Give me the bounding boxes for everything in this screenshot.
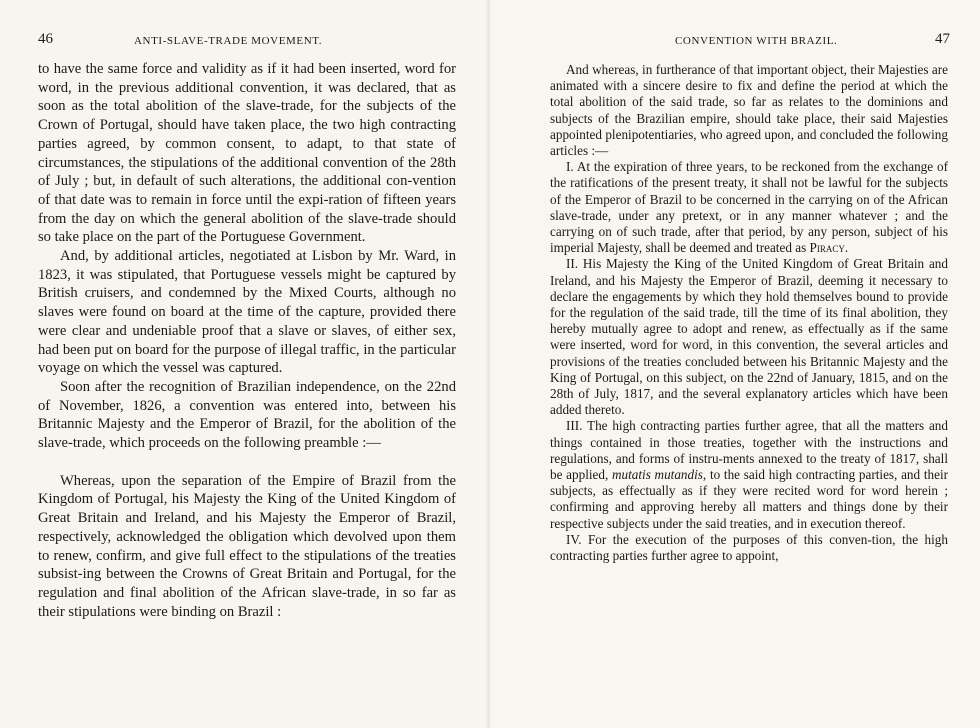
article-3 xyxy=(550,418,948,531)
left-paragraph-1: to have the same force and validity as if it had been inserted, word for word, in the previous additional convention, it was declared, that as soon as the total abolition of the slave-trade, for the subjects of the Crown of Portugal, should have taken place, the two high contracting parties agreed, by common consent, to adapt, to that state of circumstances, the stipulations of the additional convention of the 28th of July ; but, in default of such alterations, the additional con-vention of that date was to remain in force until the expi-ration of fifteen years from the day on which the general abolition of the slave-trade should so take place on the part of the Portuguese Government. xyxy=(38,61,456,246)
article-4: IV. For the execution of the purposes of this conven-tion, the high contracting parties further agree to appoint, xyxy=(550,531,948,564)
article-3-text-b: , to the said high contracting parties, and their subjects, as effectually as if they were recited word for word herein ; confirming and approving hereby all matters and things done by their respective subjects under the said treaties, and in execution thereof. xyxy=(550,467,948,531)
left-paragraph-3: Soon after the recognition of Brazilian independence, on the 22nd of November, 1826, a convention was entered into, between his Britannic Majesty and the Emperor of Brazil, for the abolition of the slave-trade, which proceeds on the following preamble :— xyxy=(38,378,456,452)
left-paragraph-2: And, by additional articles, negotiated at Lisbon by Mr. Ward, in 1823, it was stipulated, that Portuguese vessels might be captured by British cruisers, and condemned by the Mixed Courts, although no slaves were found on board at the time of the capture, provided there were clear and undeniable proof that a slave or slaves, of either sex, had been put on board for the purpose of illegal traffic, in the particular voyage on which the vessel was captured. xyxy=(38,248,456,377)
article-3-text-a: III. The high contracting parties further agree, that all the matters and things contained in those treaties, together with the instructions and regulations, and forms of instru-ments annexed to the treaty of 1817, shall be applied, xyxy=(550,418,948,483)
right-paragraph-1: And whereas, in furtherance of that important object, their Majesties are animated with a sincere desire to fix and define the period at which the total abolition of the said trade, so far as relates to the dominions and subjects of the Brazilian empire, should take place, their said Majesties appointed plenipotentiaries, who agreed upon, and concluded the following articles :— xyxy=(550,62,948,159)
article-2: II. His Majesty the King of the United Kingdom of Great Britain and Ireland, and his Majesty the Emperor of Brazil, deeming it necessary to declare the engagements by which they hold themselves bound to provide for the regulation of the said trade, till the time of its final abolition, they hereby mutually agree to adopt and renew, as effectually as if the same were inserted, word for word, in this convention, the several articles and provisions of the treaties concluded between his Britannic Majesty and the King of Portugal, on this subject, on the 22nd of January, 1815, and on the 28th of July, 1817, and the several explanatory articles which have been added thereto. xyxy=(550,256,948,418)
right-running-head: CONVENTION WITH BRAZIL. xyxy=(675,35,838,47)
latin-phrase: mutatis mutandis xyxy=(612,467,703,483)
left-page-header xyxy=(38,31,448,52)
right-page-body xyxy=(550,62,948,564)
right-page xyxy=(490,0,980,728)
article-1-text: I. At the expiration of three years, to be reckoned from the exchange of the ratifications of the present treaty, it shall not be lawful for the subjects of the Emperor of Brazil to be concerned in the carrying on of the African slave-trade, under any pretext, or in any manner whatever ; and the carrying on of such trade, after that period, by any person, subject of his imperial Majesty, shall be deemed and treated as xyxy=(550,159,948,256)
article-1 xyxy=(550,159,948,256)
left-page-number: 46 xyxy=(38,31,53,47)
left-paragraph-4-preamble: Whereas, upon the separation of the Empire of Brazil from the Kingdom of Portugal, his Majesty the King of the United Kingdom of Great Britain and Ireland, and his Majesty the Emperor of Brazil, respectively, acknowledged the obligation which devolved upon them to renew, confirm, and give full effect to the stipulations of the treaties subsist-ing between the Crowns of Great Britain and Portugal, for the regulation and final abolition of the African slave-trade, in so far as their stipulations were binding on Brazil : xyxy=(38,472,456,620)
left-running-head: ANTI-SLAVE-TRADE MOVEMENT. xyxy=(134,35,323,47)
piracy-term: Piracy. xyxy=(809,240,849,256)
right-page-number: 47 xyxy=(935,31,950,47)
right-page-header xyxy=(550,31,950,52)
left-page-body xyxy=(38,60,456,621)
